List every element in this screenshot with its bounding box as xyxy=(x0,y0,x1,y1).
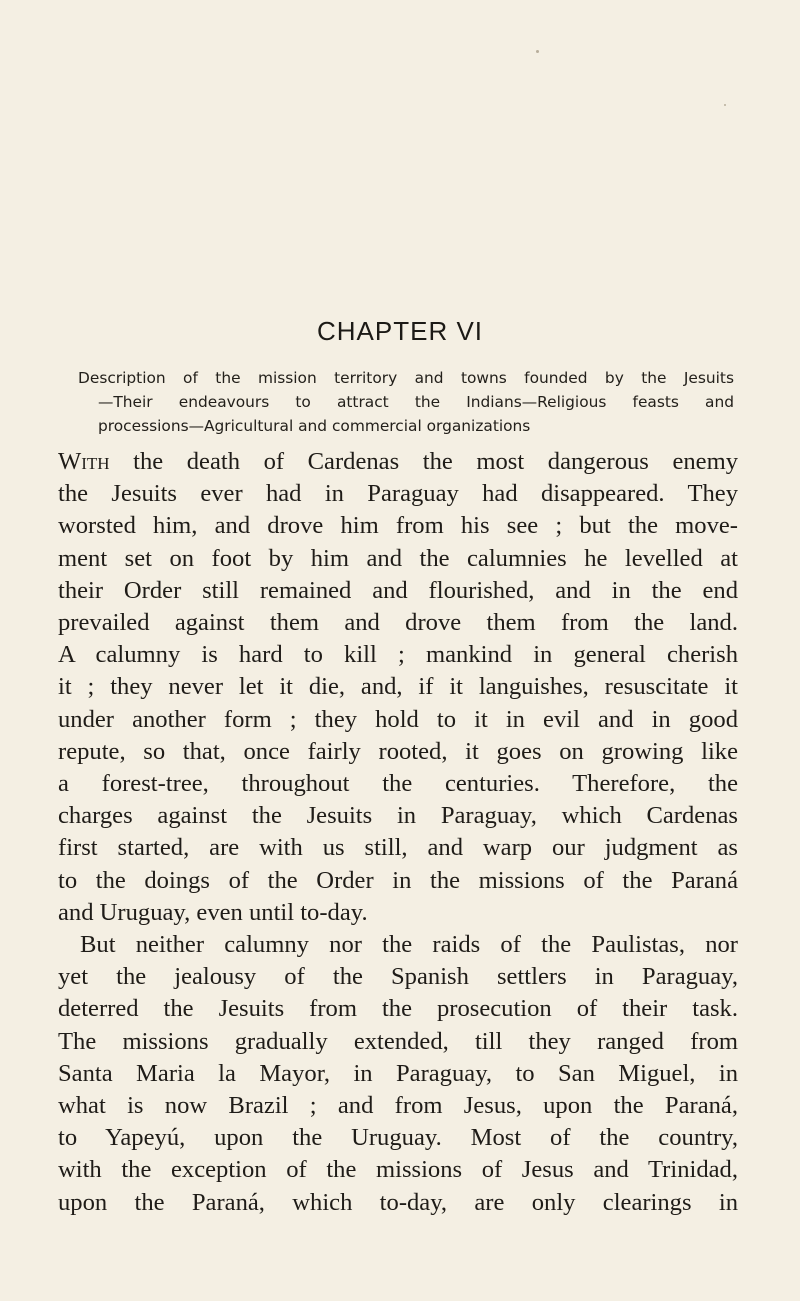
body-line: and Uruguay, even until to-day. xyxy=(58,898,368,926)
body-line: Santa Maria la Mayor, in Paraguay, to San Miguel, in xyxy=(58,1059,738,1087)
body-line: upon the Paraná, which to-day, are only clearings in xyxy=(58,1188,738,1216)
body-line-first xyxy=(58,446,738,478)
body-line: charges against the Jesuits in Paraguay, which Cardenas xyxy=(58,802,738,830)
body-line: with the exception of the missions of Jesus and Trinidad, xyxy=(58,1156,738,1184)
body-line: worsted him, and drove him from his see ; but the move- xyxy=(58,512,738,540)
body-line: a forest-tree, throughout the centuries. Therefore, the xyxy=(58,770,738,798)
body-line: their Order still remained and flourished, and in the end xyxy=(58,576,738,604)
summary-line: Description of the mission territory and towns founded by the Jesuits xyxy=(78,369,734,387)
body-line: repute, so that, once fairly rooted, it goes on growing like xyxy=(58,737,738,765)
body-line: But neither calumny nor the raids of the Paulistas, nor xyxy=(80,931,738,959)
body-line: prevailed against them and drove them from the land. xyxy=(58,609,738,637)
summary-line: —Their endeavours to attract the Indians—Religious feasts and xyxy=(98,393,734,411)
body-line: to the doings of the Order in the missions of the Paraná xyxy=(58,866,738,894)
body-line: deterred the Jesuits from the prosecution of their task. xyxy=(58,995,738,1023)
chapter-title: CHAPTER VI xyxy=(316,316,484,346)
paper-speck xyxy=(536,50,539,53)
body-line: first started, are with us still, and warp our judgment as xyxy=(58,834,738,862)
body-line: what is now Brazil ; and from Jesus, upon the Paraná, xyxy=(58,1092,738,1120)
first-line-text: the death of Cardenas the most dangerous enemy xyxy=(109,448,738,475)
body-line: A calumny is hard to kill ; mankind in general cherish xyxy=(58,641,738,669)
body-line: under another form ; they hold to it in evil and in good xyxy=(58,705,738,733)
body-line: it ; they never let it die, and, if it languishes, resuscitate it xyxy=(58,673,738,701)
body-line: ment set on foot by him and the calumnies he levelled at xyxy=(58,544,738,572)
opening-word: With xyxy=(58,448,110,475)
body-text xyxy=(58,446,738,1219)
body-line: yet the jealousy of the Spanish settlers in Paraguay, xyxy=(58,963,738,991)
summary-line: processions—Agricultural and commercial organizations xyxy=(98,417,531,435)
body-line: to Yapeyú, upon the Uruguay. Most of the country, xyxy=(58,1124,738,1152)
body-line: The missions gradually extended, till they ranged from xyxy=(58,1027,738,1055)
body-line: the Jesuits ever had in Paraguay had disappeared. They xyxy=(58,480,738,508)
chapter-summary xyxy=(78,366,734,438)
paper-speck xyxy=(724,104,726,106)
